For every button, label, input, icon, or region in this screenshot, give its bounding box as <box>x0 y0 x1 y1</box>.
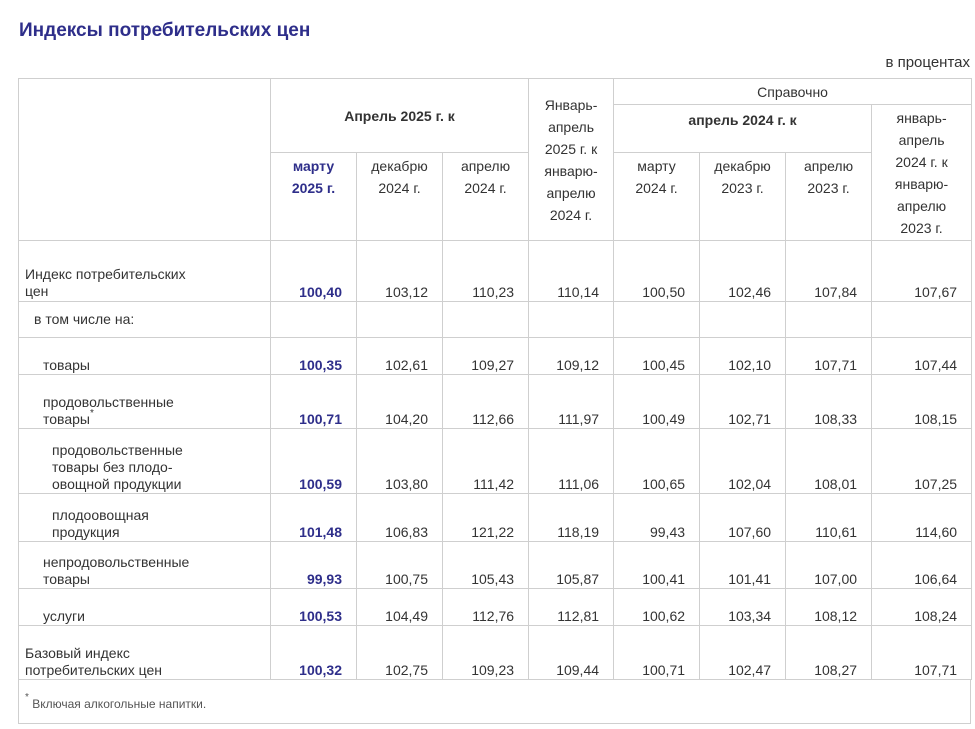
cell-value: 100,53 <box>271 589 357 626</box>
cell-empty <box>529 302 614 338</box>
subheader-april-2023: апрелю 2023 г. <box>786 153 872 241</box>
cell-value: 112,66 <box>443 375 529 429</box>
cell-value: 107,44 <box>872 338 972 375</box>
cell-value: 109,27 <box>443 338 529 375</box>
cell-value: 108,33 <box>786 375 872 429</box>
cell-value: 107,25 <box>872 429 972 494</box>
cell-empty <box>614 302 700 338</box>
cell-value: 108,15 <box>872 375 972 429</box>
unit-label: в процентах <box>885 54 970 71</box>
cell-value: 100,59 <box>271 429 357 494</box>
cell-value: 110,23 <box>443 241 529 302</box>
cell-value: 105,43 <box>443 542 529 589</box>
cell-empty <box>872 302 972 338</box>
cell-empty <box>700 302 786 338</box>
cell-value: 100,75 <box>357 542 443 589</box>
cell-value: 103,12 <box>357 241 443 302</box>
cell-value: 110,14 <box>529 241 614 302</box>
row-label: продовольственные товары* <box>19 375 271 429</box>
table-row <box>19 494 972 542</box>
row-label: плодоовощная продукция <box>19 494 271 542</box>
cell-value: 102,10 <box>700 338 786 375</box>
cell-value: 107,00 <box>786 542 872 589</box>
cell-value: 112,76 <box>443 589 529 626</box>
table-row <box>19 302 972 338</box>
cell-value: 109,23 <box>443 626 529 680</box>
cell-value: 107,84 <box>786 241 872 302</box>
cell-value: 111,06 <box>529 429 614 494</box>
cell-value: 108,01 <box>786 429 872 494</box>
cell-value: 107,71 <box>872 626 972 680</box>
subheader-december-2024: декабрю 2024 г. <box>357 153 443 241</box>
cell-value: 111,42 <box>443 429 529 494</box>
cell-empty <box>357 302 443 338</box>
cell-value: 101,41 <box>700 542 786 589</box>
cpi-table <box>18 78 972 680</box>
cell-value: 100,49 <box>614 375 700 429</box>
table-row <box>19 626 972 680</box>
cell-empty <box>443 302 529 338</box>
cell-value: 100,41 <box>614 542 700 589</box>
cell-value: 99,43 <box>614 494 700 542</box>
cell-value: 100,35 <box>271 338 357 375</box>
footnote-box <box>18 679 971 724</box>
cell-value: 101,48 <box>271 494 357 542</box>
row-label: непродовольственные товары <box>19 542 271 589</box>
footnote-text: Включая алкогольные напитки. <box>32 697 207 711</box>
header-jan-apr-2025: Январь- апрель 2025 г. к январю- апрелю 2024 г. <box>529 79 614 241</box>
subheader-april-2024: апрелю 2024 г. <box>443 153 529 241</box>
cell-value: 100,62 <box>614 589 700 626</box>
table-row <box>19 338 972 375</box>
table-row <box>19 589 972 626</box>
subheader-march-2024: марту 2024 г. <box>614 153 700 241</box>
cell-value: 103,34 <box>700 589 786 626</box>
cell-value: 108,12 <box>786 589 872 626</box>
footnote-mark: * <box>25 692 29 703</box>
cell-value: 100,50 <box>614 241 700 302</box>
cell-empty <box>271 302 357 338</box>
row-label: товары <box>19 338 271 375</box>
cell-value: 102,46 <box>700 241 786 302</box>
header-reference: Справочно <box>614 79 972 105</box>
cell-empty <box>786 302 872 338</box>
cell-value: 102,47 <box>700 626 786 680</box>
subheader-december-2023: декабрю 2023 г. <box>700 153 786 241</box>
row-label: в том числе на: <box>19 302 271 338</box>
page-title: Индексы потребительских цен <box>19 20 311 41</box>
row-label: Индекс потребительских цен <box>19 241 271 302</box>
cell-value: 112,81 <box>529 589 614 626</box>
cell-value: 110,61 <box>786 494 872 542</box>
cell-value: 102,04 <box>700 429 786 494</box>
cell-value: 121,22 <box>443 494 529 542</box>
cell-value: 108,24 <box>872 589 972 626</box>
cell-value: 102,71 <box>700 375 786 429</box>
cell-value: 100,65 <box>614 429 700 494</box>
cell-value: 105,87 <box>529 542 614 589</box>
cell-value: 100,40 <box>271 241 357 302</box>
footnote <box>25 692 207 711</box>
cell-value: 107,60 <box>700 494 786 542</box>
cell-value: 100,32 <box>271 626 357 680</box>
table-row <box>19 542 972 589</box>
cell-value: 109,12 <box>529 338 614 375</box>
cell-value: 100,71 <box>614 626 700 680</box>
row-label: Базовый индекс потребительских цен <box>19 626 271 680</box>
cell-value: 103,80 <box>357 429 443 494</box>
cell-value: 107,67 <box>872 241 972 302</box>
footnote-mark: * <box>89 408 94 419</box>
cell-value: 111,97 <box>529 375 614 429</box>
cell-value: 104,49 <box>357 589 443 626</box>
header-ref-jan-apr: январь- апрель 2024 г. к январю- апрелю 2023 г. <box>872 105 972 241</box>
cell-value: 114,60 <box>872 494 972 542</box>
cell-value: 100,45 <box>614 338 700 375</box>
cell-value: 108,27 <box>786 626 872 680</box>
corner-cell <box>19 79 271 241</box>
cell-value: 109,44 <box>529 626 614 680</box>
cell-value: 106,83 <box>357 494 443 542</box>
cell-value: 107,71 <box>786 338 872 375</box>
cell-value: 118,19 <box>529 494 614 542</box>
header-group-april-2024: апрель 2024 г. к <box>614 105 872 153</box>
cell-value: 106,64 <box>872 542 972 589</box>
subheader-march-2025: марту 2025 г. <box>271 153 357 241</box>
cell-value: 102,61 <box>357 338 443 375</box>
row-label: продовольственные товары без плодо- овощной продукции <box>19 429 271 494</box>
table-row <box>19 241 972 302</box>
row-label: услуги <box>19 589 271 626</box>
cell-value: 102,75 <box>357 626 443 680</box>
cell-value: 104,20 <box>357 375 443 429</box>
table-row <box>19 375 972 429</box>
cell-value: 100,71 <box>271 375 357 429</box>
header-group-april-2025: Апрель 2025 г. к <box>271 79 529 153</box>
cell-value: 99,93 <box>271 542 357 589</box>
table-row <box>19 429 972 494</box>
